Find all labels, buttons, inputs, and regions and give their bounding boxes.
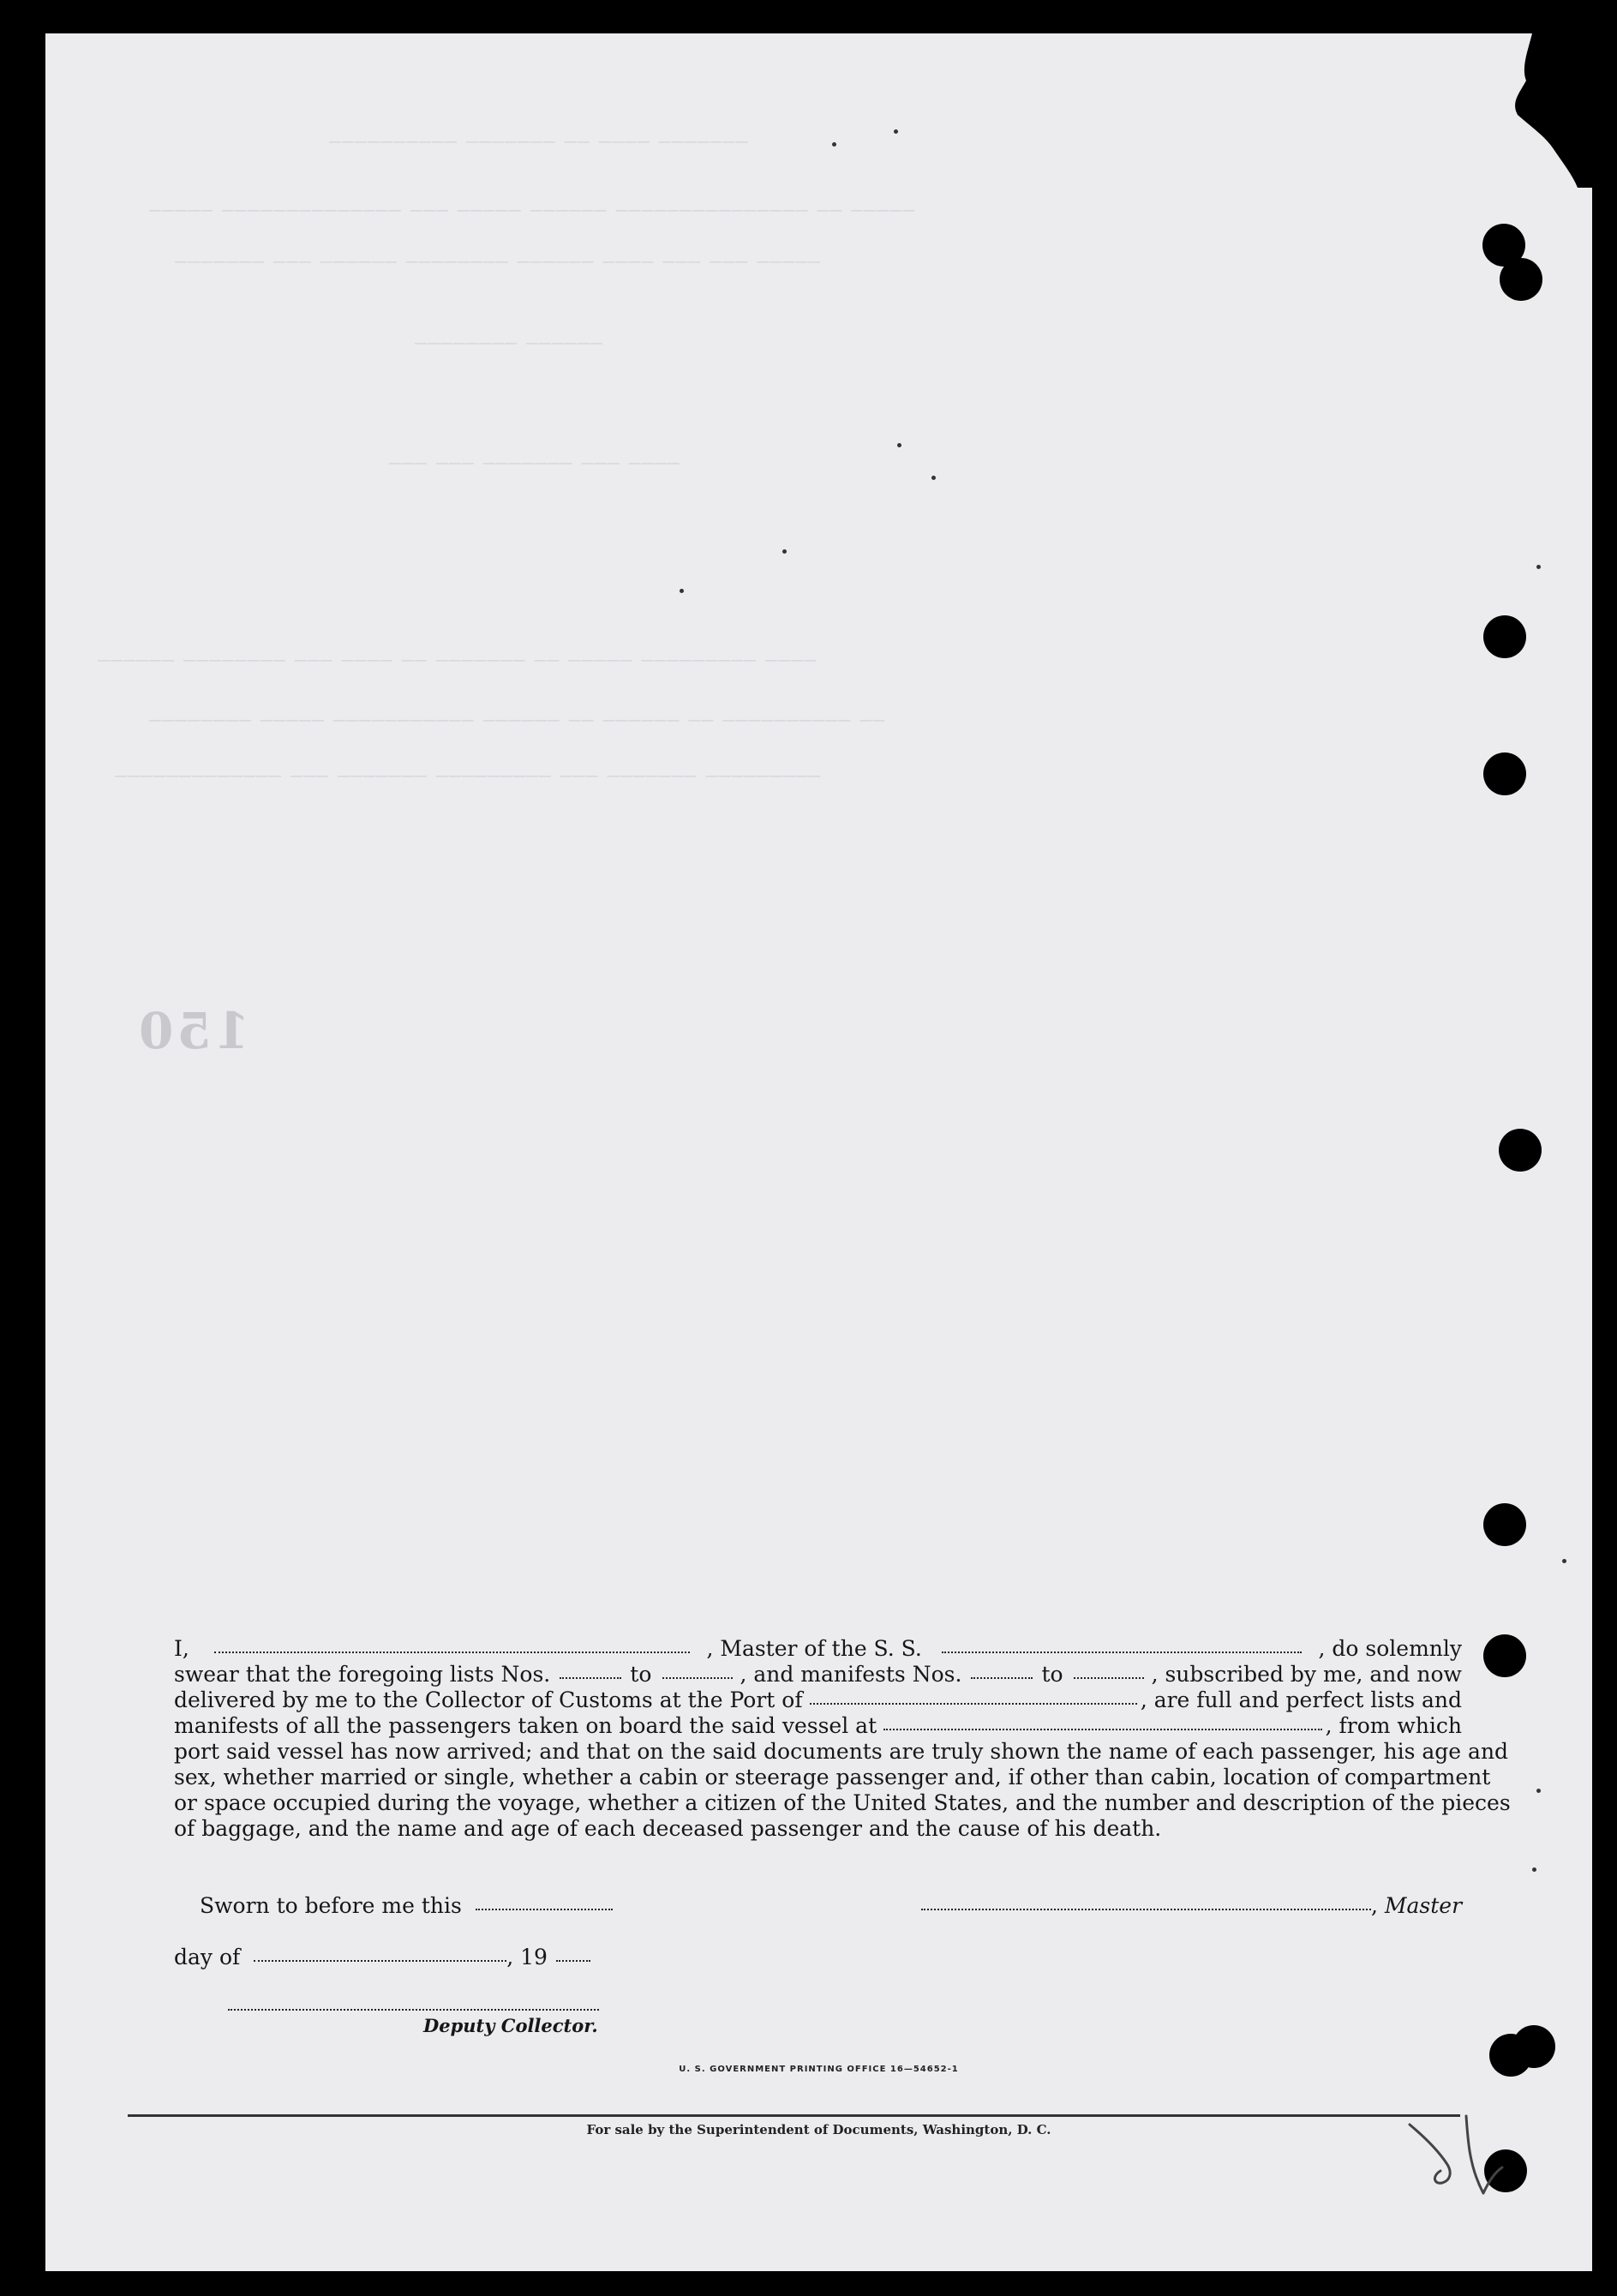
deputy-collector-label: Deputy Collector. <box>423 2015 598 2036</box>
blank-year <box>556 1959 590 1962</box>
blank-port <box>810 1702 1137 1705</box>
blank-master-name <box>214 1651 690 1653</box>
bleed-through-text: ____ _________ _____ __ _______ __ ____ ___ ________ ______ <box>97 633 817 662</box>
binder-hole <box>1500 258 1542 301</box>
blank-list-to <box>662 1676 733 1679</box>
oath-line: swear that the foregoing lists Nos. to , and manifests Nos. to , subscribed by me, and now <box>174 1662 1462 1687</box>
blank-list-from <box>560 1676 621 1679</box>
blank-ship-name <box>942 1651 1302 1653</box>
blank-sworn-day <box>476 1908 613 1910</box>
oath-line: manifests of all the passengers taken on board the said vessel at , from which <box>174 1713 1462 1738</box>
sworn-line: Sworn to before me this <box>200 1893 613 1918</box>
printing-office-imprint: U. S. GOVERNMENT PRINTING OFFICE 16—54652-1 <box>679 2065 959 2074</box>
bleed-through-text: _______ ____ __ _______ __________ <box>328 115 748 143</box>
master-signature-line: , Master <box>921 1893 1462 1918</box>
bleed-through-text: _________ _______ ___ _________ _______ ___ _____________ <box>114 749 821 777</box>
blank-month <box>254 1959 506 1962</box>
date-line: day of , 19 <box>174 1945 590 1969</box>
blank-departure-port <box>883 1728 1321 1730</box>
handwritten-mark <box>1399 2099 1519 2210</box>
bleed-through-text: _____ __ _______________ ______ _____ ___ ______________ _____ <box>148 183 915 212</box>
torn-corner <box>1502 33 1592 188</box>
oath-paragraph <box>174 1636 1511 1842</box>
document-page <box>45 33 1592 2271</box>
binder-hole <box>1483 1503 1526 1546</box>
binder-hole <box>1483 1634 1526 1677</box>
bleed-through-text: ______ ________ <box>414 316 602 345</box>
oath-line: of baggage, and the name and age of each deceased passenger and the cause of his death. <box>174 1816 1162 1841</box>
blank-manifest-to <box>1074 1676 1144 1679</box>
deputy-signature-rule <box>228 2009 599 2011</box>
binder-hole <box>1483 752 1526 795</box>
bleed-through-text: ____ ___ _______ ___ ___ <box>388 436 680 465</box>
oath-line: or space occupied during the voyage, whether a citizen of the United States, and the number and description of the pieces <box>174 1790 1511 1815</box>
blank-manifest-from <box>971 1676 1033 1679</box>
blank-master-signature <box>921 1908 1371 1910</box>
bleed-through-number: 150 <box>135 1002 250 1060</box>
footer-divider <box>128 2114 1460 2117</box>
oath-line: sex, whether married or single, whether a cabin or steerage passenger and, if other than cabin, location of compartment <box>174 1765 1491 1789</box>
binder-hole <box>1483 615 1526 658</box>
binder-hole <box>1499 1129 1542 1172</box>
oath-line: port said vessel has now arrived; and that on the said documents are truly shown the name of each passenger, his age and <box>174 1739 1509 1764</box>
bleed-through-text: __ __________ __ ______ __ ______ ___________ _____ ________ <box>148 693 885 722</box>
oath-line: I, , Master of the S. S. , do solemnly <box>174 1636 1462 1661</box>
bleed-through-text: _____ ___ ___ ____ ______ ________ ______ ___ _______ <box>174 235 821 263</box>
binder-hole <box>1512 2025 1555 2068</box>
oath-line: delivered by me to the Collector of Customs at the Port of , are full and perfect lists and <box>174 1688 1462 1712</box>
sale-notice: For sale by the Superintendent of Documents, Washington, D. C. <box>586 2122 1051 2137</box>
